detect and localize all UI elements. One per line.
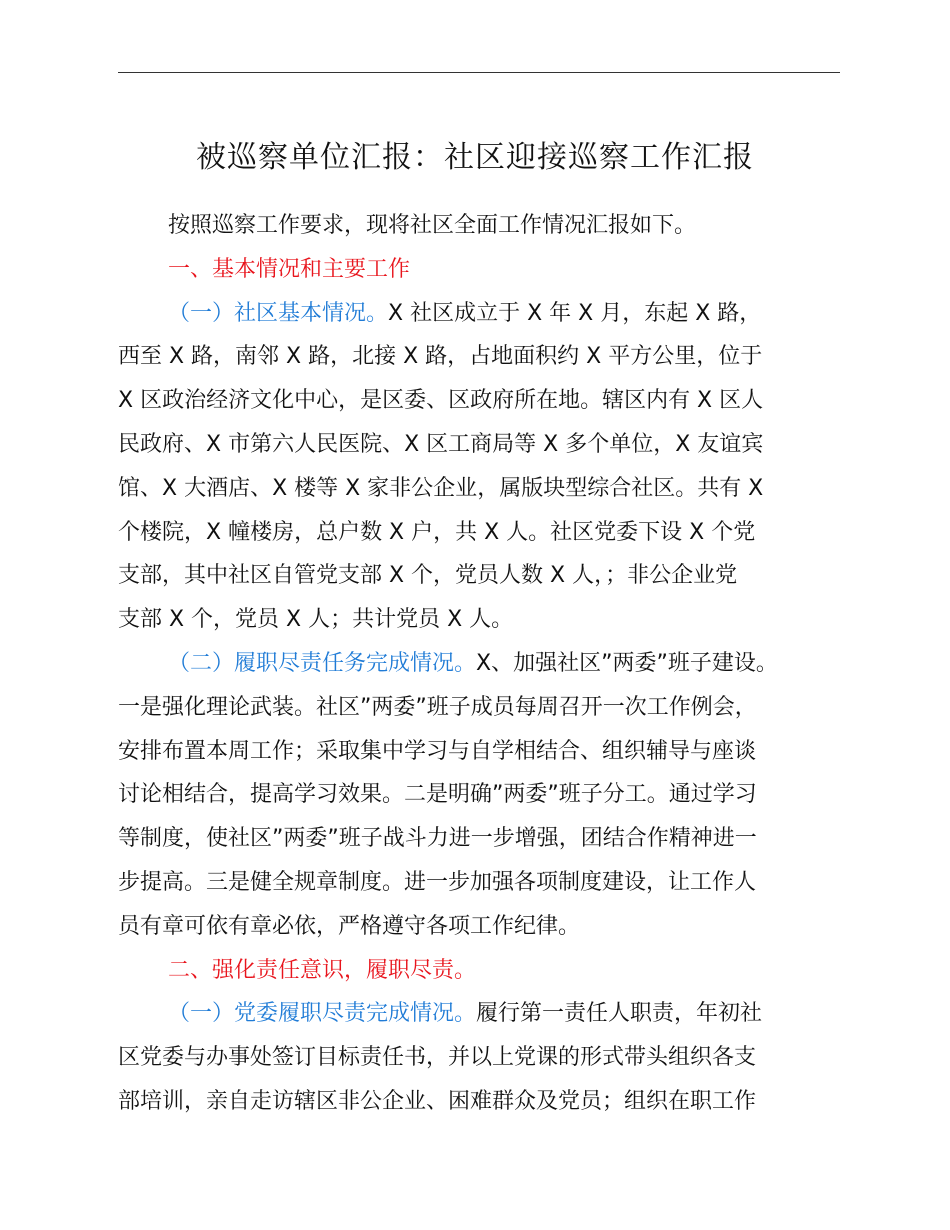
page-title: 被巡察单位汇报：社区迎接巡察工作汇报 bbox=[196, 140, 754, 175]
paragraph-line: 西至 X 路，南邻 X 路，北接 X 路，占地面积约 X 平方公里，位于 bbox=[118, 344, 763, 370]
paragraph-line: 区党委与办事处签订目标责任书，并以上党课的形式带头组织各支 bbox=[118, 1045, 757, 1071]
paragraph-line: 一是强化理论武装。社区”两委”班子成员每周召开一次工作例会， bbox=[118, 694, 757, 720]
paragraph-text: 履行第一责任人职责，年初社 bbox=[476, 1001, 763, 1027]
section-heading-1: 一、基本情况和主要工作 bbox=[168, 256, 411, 282]
paragraph-text: X、加强社区”两委”班子建设。 bbox=[476, 650, 778, 676]
paragraph-line: 讨论相结合，提高学习效果。二是明确”两委”班子分工。通过学习 bbox=[118, 782, 757, 808]
paragraph-line bbox=[118, 642, 840, 686]
subsection-heading-2-1: （一）党委履职尽责完成情况。 bbox=[168, 1001, 477, 1027]
section-heading-2: 二、强化责任意识，履职尽责。 bbox=[168, 957, 477, 983]
paragraph-line: X 区政治经济文化中心，是区委、区政府所在地。辖区内有 X 区人 bbox=[118, 388, 764, 414]
header-rule bbox=[118, 72, 840, 73]
paragraph-line: 支部，其中社区自管党支部 X 个，党员人数 X 人，；非公企业党 bbox=[118, 563, 738, 589]
paragraph-line: 部培训，亲自走访辖区非公企业、困难群众及党员；组织在职工作 bbox=[118, 1088, 757, 1114]
paragraph-line: 个楼院，X 幢楼房，总户数 X 户，共 X 人。社区党委下设 X 个党 bbox=[118, 519, 756, 545]
paragraph-line: 安排布置本周工作；采取集中学习与自学相结合、组织辅导与座谈 bbox=[118, 738, 757, 764]
intro-paragraph: 按照巡察工作要求，现将社区全面工作情况汇报如下。 bbox=[168, 213, 697, 238]
subsection-heading-1-1: （一）社区基本情况。 bbox=[168, 300, 389, 326]
subsection-heading-1-2: （二）履职尽责任务完成情况。 bbox=[168, 650, 477, 676]
paragraph-line: 支部 X 个，党员 X 人；共计党员 X 人。 bbox=[118, 607, 514, 633]
paragraph-line: 步提高。三是健全规章制度。进一步加强各项制度建设，让工作人 bbox=[118, 869, 757, 895]
paragraph-line: 馆、X 大酒店、X 楼等 X 家非公企业，属版块型综合社区。共有 X bbox=[118, 475, 764, 501]
paragraph-line: 民政府、X 市第六人民医院、X 区工商局等 X 多个单位，X 友谊宾 bbox=[118, 431, 764, 457]
paragraph-line bbox=[118, 292, 840, 336]
document-body bbox=[118, 204, 840, 1124]
paragraph-line: 等制度，使社区”两委”班子战斗力进一步增强，团结合作精神进一 bbox=[118, 826, 757, 852]
paragraph-line bbox=[118, 992, 840, 1036]
paragraph-line: 员有章可依有章必依，严格遵守各项工作纪律。 bbox=[118, 913, 581, 939]
paragraph-text: X 社区成立于 X 年 X 月，东起 X 路， bbox=[388, 300, 762, 326]
